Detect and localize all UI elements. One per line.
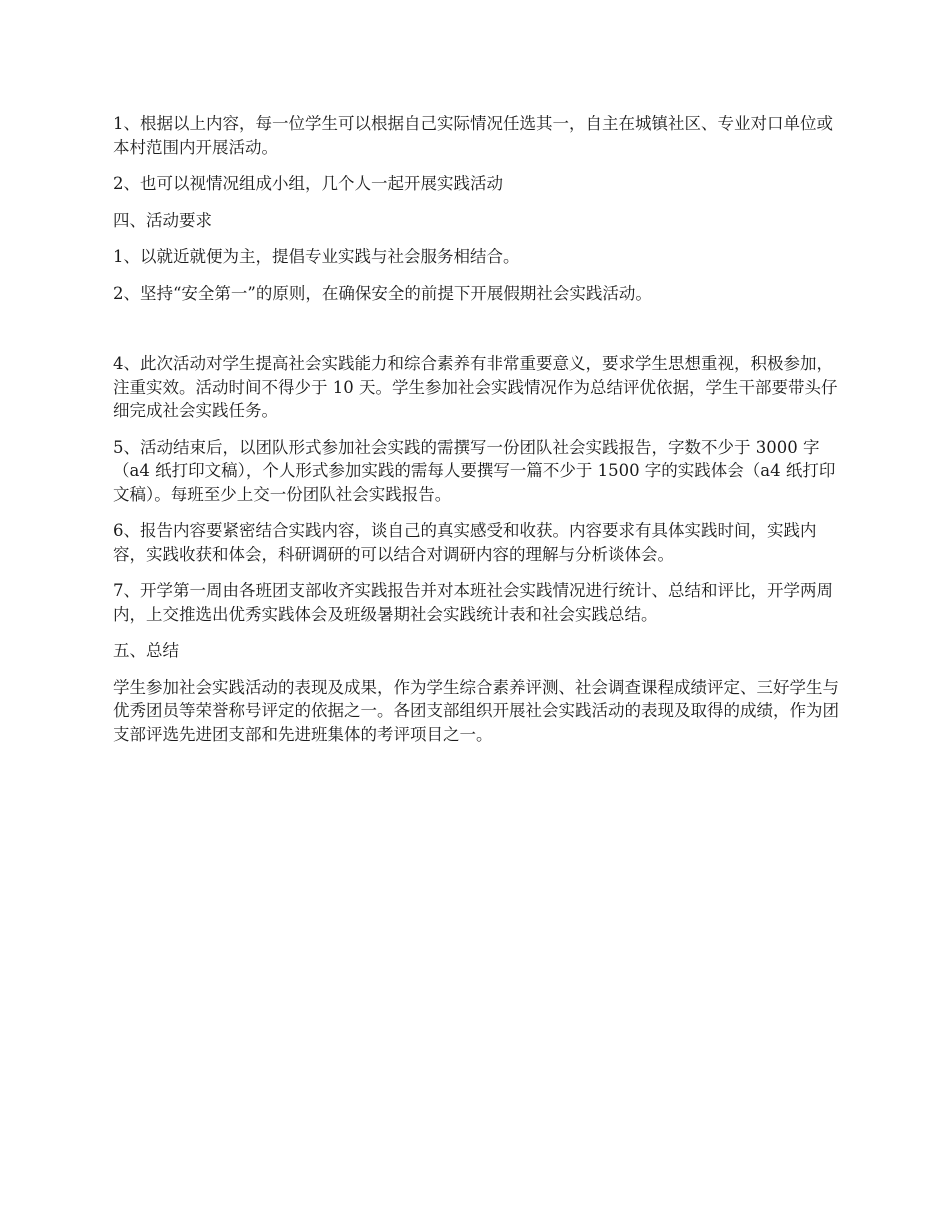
paragraph-item-1: 1、根据以上内容，每一位学生可以根据自己实际情况任选其一，自主在城镇社区、专业对口单位或本村范围内开展活动。 [113, 114, 833, 157]
section-heading-summary: 五、总结 [113, 641, 179, 660]
paragraph-requirement-7: 7、开学第一周由各班团支部收齐实践报告并对本班社会实践情况进行统计、总结和评比，开学两周内，上交推选出优秀实践体会及班级暑期社会实践统计表和社会实践总结。 [113, 581, 833, 624]
section-heading-requirements: 四、活动要求 [113, 210, 212, 230]
paragraph-item-2: 2、也可以视情况组成小组，几个人一起开展实践活动 [113, 174, 503, 193]
paragraph-requirement-1: 1、以就近就便为主，提倡专业实践与社会服务相结合。 [113, 247, 520, 266]
paragraph-requirement-2: 2、坚持“安全第一”的原则，在确保安全的前提下开展假期社会实践活动。 [113, 283, 652, 303]
blank-gap [113, 318, 840, 352]
paragraph-requirement-6: 6、报告内容要紧密结合实践内容，谈自己的真实感受和收获。内容要求有具体实践时间，实践内容，实践收获和体会，科研调研的可以结合对调研内容的理解与分析谈体会。 [113, 521, 817, 564]
paragraph-requirement-5: 5、活动结束后，以团队形式参加社会实践的需撰写一份团队社会实践报告，字数不少于 3000 字（a4 纸打印文稿），个人形式参加实践的需每人要撰写一篇不少于 1500 字的实践体会（a4 纸打印文稿）。每班至少上交一份团队社会实践报告。 [113, 437, 836, 504]
paragraph-requirement-4: 4、此次活动对学生提高社会实践能力和综合素养有非常重要意义，要求学生思想重视，积极参加，注重实效。活动时间不得少于 10 天。学生参加社会实践情况作为总结评优依据，学生干部要带头仔细完成社会实践任务。 [113, 354, 838, 420]
paragraph-summary: 学生参加社会实践活动的表现及成果，作为学生综合素养评测、社会调查课程成绩评定、三好学生与优秀团员等荣誉称号评定的依据之一。各团支部组织开展社会实践活动的表现及取得的成绩，作为团支部评选先进团支部和先进班集体的考评项目之一。 [113, 677, 839, 744]
